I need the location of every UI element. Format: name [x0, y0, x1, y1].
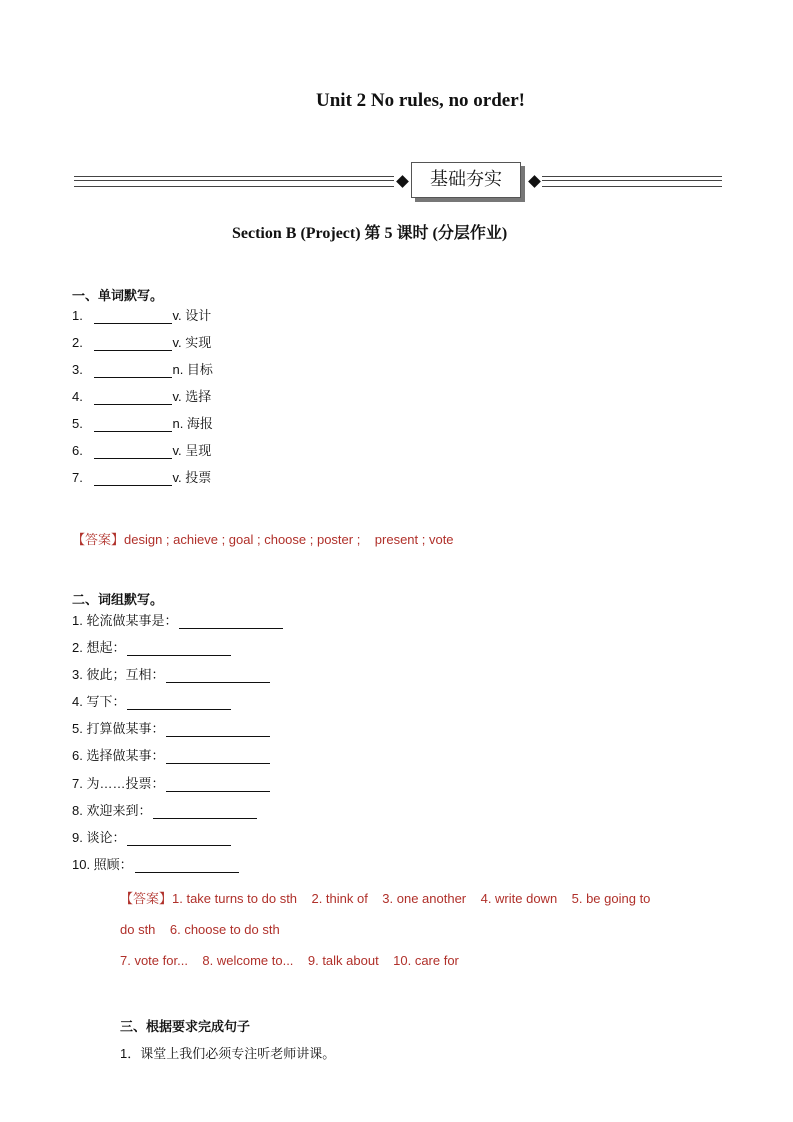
- banner-rule-right: [542, 176, 722, 187]
- diamond-icon: [396, 175, 409, 188]
- item-number: 6.: [72, 443, 83, 458]
- item-meaning: v. 实现: [172, 335, 212, 350]
- item-label: 5. 打算做某事：: [72, 721, 165, 736]
- list-item: 1．课堂上我们必须专注听老师讲课。: [120, 1046, 336, 1061]
- answer-text: 1. take turns to do sth 2. think of 3. one another 4. write down 5. be going to: [172, 891, 651, 906]
- item-number: 2.: [72, 335, 83, 350]
- item-meaning: v. 选择: [172, 389, 212, 404]
- part1-answer: [72, 532, 454, 548]
- answer-blank[interactable]: [166, 724, 270, 737]
- item-number: 7.: [72, 470, 83, 485]
- answer-text: design ; achieve ; goal ; choose ; poster ; present ; vote: [124, 532, 454, 547]
- answer-blank[interactable]: [166, 751, 270, 764]
- section-title: Section B (Project) 第 5 课时 (分层作业): [232, 225, 508, 242]
- item-meaning: n. 目标: [172, 362, 213, 377]
- part2-answer-line2: do sth 6. choose to do sth: [120, 922, 280, 937]
- answer-blank[interactable]: [94, 311, 172, 324]
- item-label: 10. 照顾：: [72, 857, 133, 872]
- answer-blank[interactable]: [94, 338, 172, 351]
- answer-blank[interactable]: [135, 860, 239, 873]
- list-item: [72, 362, 213, 378]
- item-meaning: n. 海报: [172, 416, 213, 431]
- item-number: 1.: [72, 308, 83, 323]
- part1-heading: 一、单词默写。: [72, 288, 164, 303]
- list-item: [72, 776, 270, 792]
- list-item: [72, 443, 211, 459]
- part2-answer-line3: 7. vote for... 8. welcome to... 9. talk about 10. care for: [120, 953, 459, 968]
- part3-heading: 三、根据要求完成句子: [120, 1019, 251, 1034]
- part2-heading: 二、词组默写。: [72, 592, 164, 607]
- list-item: [72, 613, 283, 629]
- answer-blank[interactable]: [94, 365, 172, 378]
- answer-blank[interactable]: [127, 833, 231, 846]
- answer-blank[interactable]: [94, 446, 172, 459]
- page-title: Unit 2 No rules, no order!: [316, 90, 525, 111]
- item-label: 7. 为……投票：: [72, 776, 165, 791]
- item-label: 3. 彼此；互相：: [72, 667, 165, 682]
- answer-blank[interactable]: [94, 392, 172, 405]
- item-meaning: v. 投票: [172, 470, 212, 485]
- list-item: [72, 335, 211, 351]
- item-label: 8. 欢迎来到：: [72, 803, 152, 818]
- list-item: [72, 857, 239, 873]
- list-item: [72, 694, 231, 710]
- list-item: [72, 667, 270, 683]
- answer-blank[interactable]: [127, 643, 231, 656]
- list-item: [72, 748, 270, 764]
- list-item: [72, 416, 213, 432]
- item-label: 2. 想起：: [72, 640, 126, 655]
- item-label: 9. 谈论：: [72, 830, 126, 845]
- list-item: [72, 803, 257, 819]
- answer-blank[interactable]: [153, 806, 257, 819]
- answer-blank[interactable]: [127, 697, 231, 710]
- answer-blank[interactable]: [166, 670, 270, 683]
- answer-blank[interactable]: [179, 616, 283, 629]
- item-meaning: v. 呈现: [172, 443, 212, 458]
- item-number: 5.: [72, 416, 83, 431]
- answer-blank[interactable]: [94, 473, 172, 486]
- answer-blank[interactable]: [94, 419, 172, 432]
- list-item: [72, 470, 211, 486]
- answer-tag: 【答案】: [120, 891, 173, 906]
- list-item: [72, 308, 211, 324]
- banner-rule-left: [74, 176, 394, 187]
- banner-label: 基础夯实: [411, 162, 521, 198]
- item-label: 4. 写下：: [72, 694, 126, 709]
- item-label: 1. 轮流做某事是：: [72, 613, 178, 628]
- diamond-icon: [528, 175, 541, 188]
- list-item: [72, 389, 211, 405]
- item-number: 3.: [72, 362, 83, 377]
- item-label: 6. 选择做某事：: [72, 748, 165, 763]
- part2-answer-line1: [120, 891, 650, 907]
- answer-blank[interactable]: [166, 779, 270, 792]
- list-item: [72, 721, 270, 737]
- answer-tag: 【答案】: [72, 532, 125, 547]
- list-item: [72, 830, 231, 846]
- item-meaning: v. 设计: [172, 308, 212, 323]
- list-item: [72, 640, 231, 656]
- item-number: 4.: [72, 389, 83, 404]
